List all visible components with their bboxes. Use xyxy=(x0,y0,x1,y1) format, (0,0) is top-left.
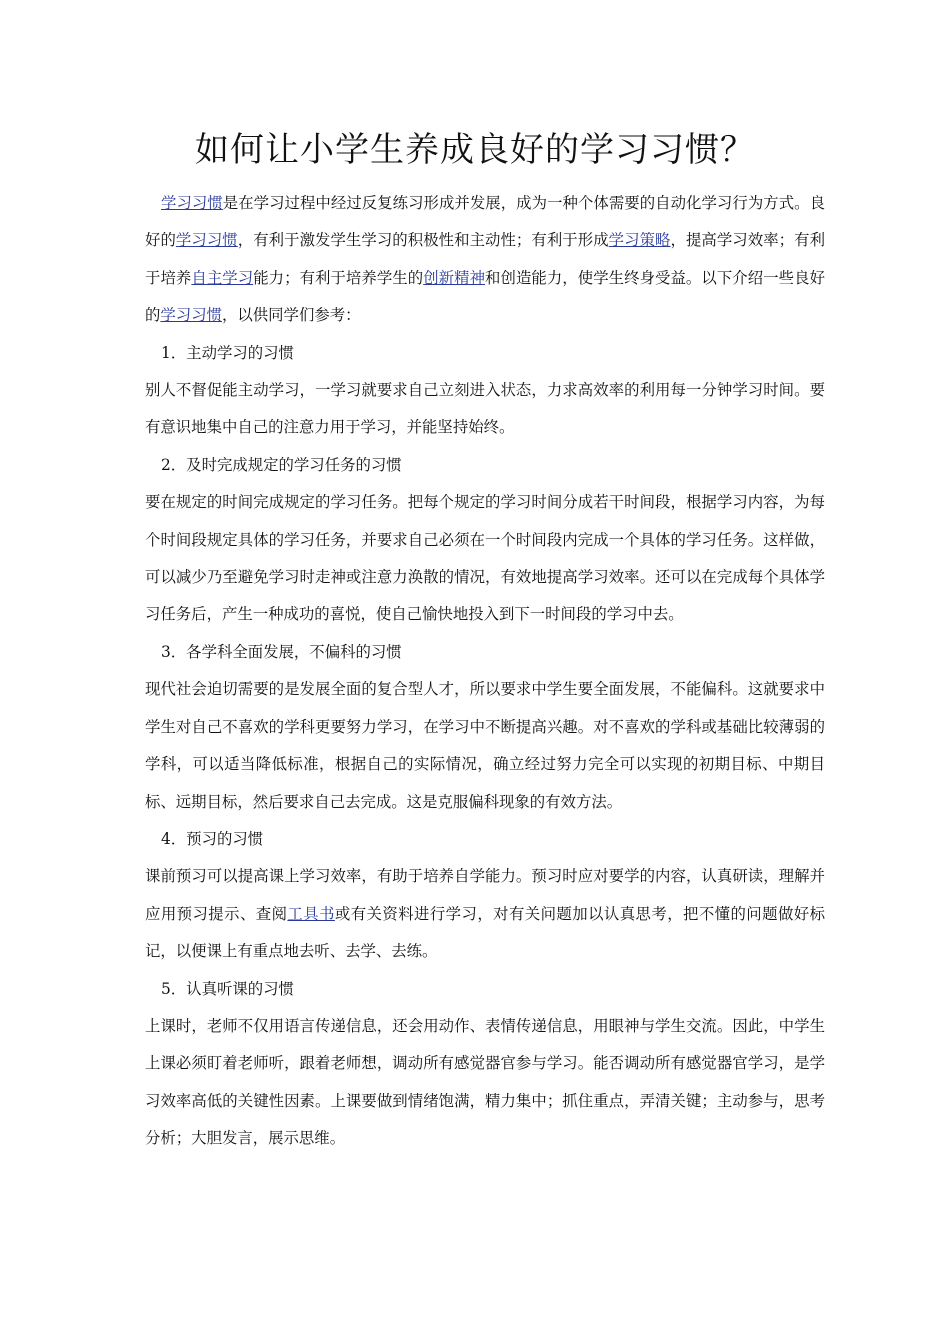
link-reference-book[interactable]: 工具书 xyxy=(287,904,335,923)
section-heading: 5．认真听课的习惯 xyxy=(161,979,294,998)
link-study-habit[interactable]: 学习习惯 xyxy=(175,231,238,250)
intro-text: 能力；有利于培养学生的 xyxy=(253,268,424,287)
section-paragraph xyxy=(145,671,825,821)
intro-text: 和创造能力，使学生终身受益。以下介绍一些良好的 xyxy=(145,268,825,325)
intro-paragraph xyxy=(145,185,825,335)
section-paragraph xyxy=(145,484,825,634)
section-heading: 2．及时完成规定的学习任务的习惯 xyxy=(161,455,402,474)
intro-text: ，有利于激发学生学习的积极性和主动性；有利于形成 xyxy=(237,231,609,250)
section-text: 要在规定的时间完成规定的学习任务。把每个规定的学习时间分成若干时间段，根据学习内容，为每个时间段规定具体的学习任务，并要求自己必须在一个时间段内完成一个具体的学习任务。这样做，可以减少乃至避免学习时走神或注意力涣散的情况，有效地提高学习效率。还可以在完成每个具体学习任务后，产生一种成功的喜悦，使自己愉快地投入到下一时间段的学习中去。 xyxy=(145,493,825,624)
section-paragraph xyxy=(145,372,825,447)
link-innovation-spirit[interactable]: 创新精神 xyxy=(423,268,486,287)
section-paragraph xyxy=(145,858,825,970)
link-study-habit[interactable]: 学习习惯 xyxy=(161,194,223,212)
intro-text: ，提高学习效率；有利于培养 xyxy=(145,231,825,287)
section-paragraph xyxy=(145,1008,825,1158)
section-heading: 4．预习的习惯 xyxy=(161,829,264,848)
section-heading: 1．主动学习的习惯 xyxy=(161,343,294,362)
link-autonomous-learning[interactable]: 自主学习 xyxy=(191,268,254,287)
section-text: 上课时，老师不仅用语言传递信息，还会用动作、表情传递信息，用眼神与学生交流。因此，中学生上课必须盯着老师听，跟着老师想，调动所有感觉器官参与学习。能否调动所有感觉器官学习，是学习效率高低的关键性因素。上课要做到情绪饱满，精力集中；抓住重点，弄清关键；主动参与，思考分析；大胆发言，展示思维。 xyxy=(145,1016,825,1148)
section-text: 别人不督促能主动学习，一学习就要求自己立刻进入状态，力求高效率的利用每一分钟学习时间。要有意识地集中自己的注意力用于学习，并能坚持始终。 xyxy=(145,381,825,437)
section-heading: 3．各学科全面发展，不偏科的习惯 xyxy=(161,642,402,661)
section-text: 或有关资料进行学习，对有关问题加以认真思考，把不懂的问题做好标记，以便课上有重点地去听、去学、去练。 xyxy=(145,904,825,961)
link-study-strategy[interactable]: 学习策略 xyxy=(608,231,671,250)
document-body xyxy=(145,185,825,1158)
document-title: 如何让小学生养成良好的学习习惯？ xyxy=(195,130,755,170)
section-text: 现代社会迫切需要的是发展全面的复合型人才，所以要求中学生要全面发展，不能偏科。这就要求中学生对自己不喜欢的学科更要努力学习，在学习中不断提高兴趣。对不喜欢的学科或基础比较薄弱的学科，可以适当降低标准，根据自己的实际情况，确立经过努力完全可以实现的初期目标、中期目标、远期目标，然后要求自己去完成。这是克服偏科现象的有效方法。 xyxy=(145,680,825,811)
intro-text: 是在学习过程中经过反复练习形成并发展，成为一种个体需要的自动化学习行为方式。良好的 xyxy=(145,194,825,250)
link-study-habit[interactable]: 学习习惯 xyxy=(160,306,222,325)
intro-text: ，以供同学们参考： xyxy=(221,306,361,325)
section-text: 课前预习可以提高课上学习效率，有助于培养自学能力。预习时应对要学的内容，认真研读，理解并应用预习提示、查阅 xyxy=(145,867,825,923)
